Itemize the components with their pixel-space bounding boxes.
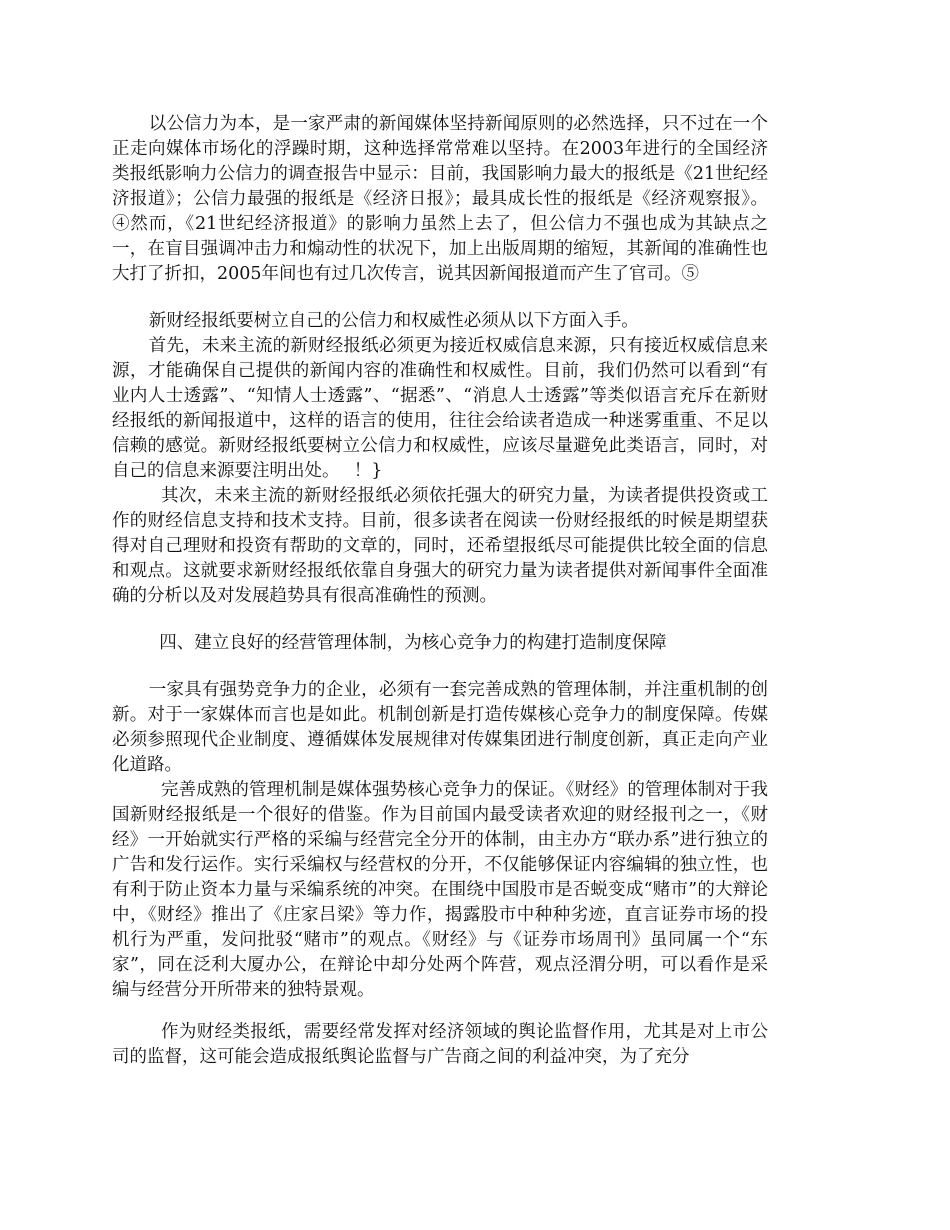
- paragraph-caijing-example: 完善成熟的管理机制是媒体强势核心竞争力的保证。《财经》的管理体制对于我国新财经报纸是一个很好的借鉴。作为目前国内最受读者欢迎的财经报刊之一，《财经》一开始就实行严格的采编与经营完全分开的体制，由主办方“联办系”进行独立的广告和发行运作。实行采编权与经营权的分开，不仅能够保证内容编辑的独立性，也有利于防止资本力量与采编系统的冲突。在围绕中国股市是否蜕变成“赌市”的大辩论中，《财经》推出了《庄家吕梁》等力作，揭露股市中种种劣迹，直言证券市场的投机行为严重，发问批驳“赌市”的观点。《财经》与《证券市场周刊》虽同属一个“东家”，同在泛利大厦办公，在辩论中却分处两个阵营，观点泾渭分明，可以看作是采编与经营分开所带来的独特景观。: [112, 780, 768, 1000]
- paragraph-second-point: 其次，未来主流的新财经报纸必须依托强大的研究力量，为读者提供投资或工作的财经信息支持和技术支持。目前，很多读者在阅读一份财经报纸的时候是期望获得对自己理财和投资有帮助的文章的，同时，还希望报纸尽可能提供比较全面的信息和观点。这就要求新财经报纸依靠自身强大的研究力量为读者提供对新闻事件全面准确的分析以及对发展趋势具有很高准确性的预测。: [112, 486, 768, 606]
- paragraph-credibility-intro: 以公信力为本，是一家严肃的新闻媒体坚持新闻原则的必然选择，只不过在一个正走向媒体市场化的浮躁时期，这种选择常常难以坚持。在2003年进行的全国经济类报纸影响力公信力的调查报告中显示：目前，我国影响力最大的报纸是《21世纪经济报道》；公信力最强的报纸是《经济日报》；最具成长性的报纸是《经济观察报》。④然而，《21世纪经济报道》的影响力虽然上去了，但公信力不强也成为其缺点之一，在盲目强调冲击力和煽动性的状况下，加上出版周期的缩短，其新闻的准确性也大打了折扣，2005年间也有过几次传言，说其因新闻报道而产生了官司。⑤: [112, 114, 768, 284]
- paragraph-supervision: 作为财经类报纸，需要经常发挥对经济领域的舆论监督作用，尤其是对上市公司的监督，这可能会造成报纸舆论监督与广告商之间的利益冲突，为了充分: [112, 1022, 768, 1067]
- paragraph-management-system: 一家具有强势竞争力的企业，必须有一套完善成熟的管理体制，并注重机制的创新。对于一家媒体而言也是如此。机制创新是打造传媒核心竞争力的制度保障。传媒必须参照现代企业制度、遵循媒体发展规律对传媒集团进行制度创新，真正走向产业化道路。: [112, 680, 768, 775]
- paragraph-credibility-approach: 新财经报纸要树立自己的公信力和权威性必须从以下方面入手。: [148, 311, 639, 331]
- section-heading: 四、建立良好的经营管理体制，为核心竞争力的构建打造制度保障: [159, 633, 667, 653]
- document-page: [112, 112, 768, 1070]
- paragraph-first-point: 首先，未来主流的新财经报纸必须更为接近权威信息来源，只有接近权威信息来源，才能确保自己提供的新闻内容的准确性和权威性。目前，我们仍然可以看到“有业内人士透露”、“知情人士透露”、“据悉”、“消息人士透露”等类似语言充斥在新财经报纸的新闻报道中，这样的语言的使用，往往会给读者造成一种迷雾重重、不足以信赖的感觉。新财经报纸要树立公信力和权威性，应该尽量避免此类语言，同时，对自己的信息来源要注明出处。 ！}: [112, 336, 768, 481]
